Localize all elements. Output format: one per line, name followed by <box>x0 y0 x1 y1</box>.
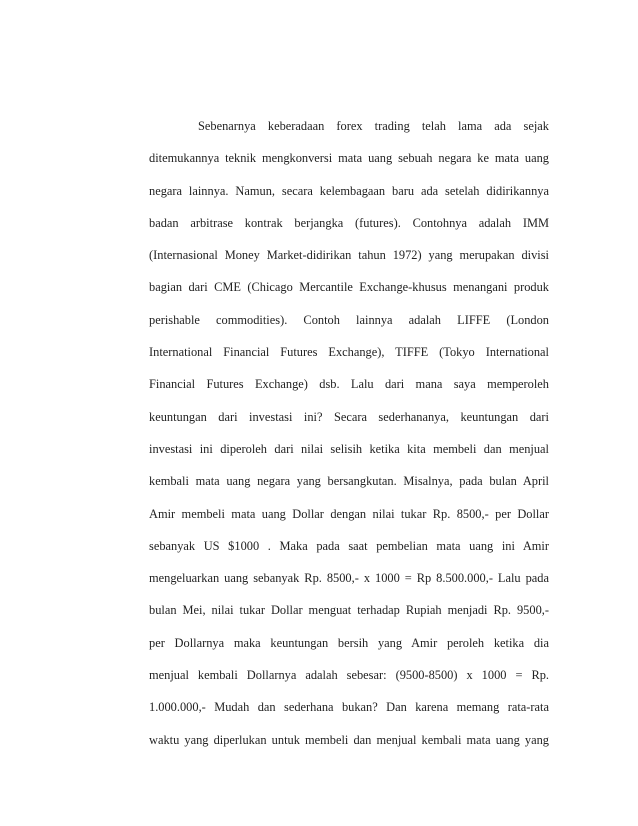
paragraph-line-14: sebanyak US $1000 . Maka pada saat pembelian mata uang ini Amir <box>149 538 549 553</box>
paragraph-line-20: waktu yang diperlukan untuk membeli dan menjual kembali mata uang yang <box>149 732 549 747</box>
paragraph-line-12: kembali mata uang negara yang bersangkutan. Misalnya, pada bulan April <box>149 474 549 489</box>
body-paragraph <box>149 115 549 761</box>
paragraph-line-19: 1.000.000,- Mudah dan sederhana bukan? Dan karena memang rata-rata <box>149 700 549 715</box>
paragraph-line-16: bulan Mei, nilai tukar Dollar menguat terhadap Rupiah menjadi Rp. 9500,- <box>149 603 549 618</box>
paragraph-line-1: Sebenarnya keberadaan forex trading telah lama ada sejak <box>198 119 549 133</box>
paragraph-line-7: perishable commodities). Contoh lainnya adalah LIFFE (London <box>149 312 549 327</box>
paragraph-line-17: per Dollarnya maka keuntungan bersih yang Amir peroleh ketika dia <box>149 635 549 650</box>
paragraph-line-3: negara lainnya. Namun, secara kelembagaan baru ada setelah didirikannya <box>149 183 549 198</box>
paragraph-line-13: Amir membeli mata uang Dollar dengan nilai tukar Rp. 8500,- per Dollar <box>149 506 549 521</box>
paragraph-line-6: bagian dari CME (Chicago Mercantile Exchange-khusus menangani produk <box>149 280 549 295</box>
paragraph-line-2: ditemukannya teknik mengkonversi mata uang sebuah negara ke mata uang <box>149 151 549 166</box>
paragraph-line-4: badan arbitrase kontrak berjangka (futures). Contohnya adalah IMM <box>149 215 549 230</box>
paragraph-line-15: mengeluarkan uang sebanyak Rp. 8500,- x 1000 = Rp 8.500.000,- Lalu pada <box>149 571 549 586</box>
paragraph-line-10: keuntungan dari investasi ini? Secara sederhananya, keuntungan dari <box>149 409 549 424</box>
paragraph-line-9: Financial Futures Exchange) dsb. Lalu dari mana saya memperoleh <box>149 377 549 392</box>
paragraph-line-8: International Financial Futures Exchange), TIFFE (Tokyo International <box>149 345 549 360</box>
paragraph-line-18: menjual kembali Dollarnya adalah sebesar: (9500-8500) x 1000 = Rp. <box>149 668 549 683</box>
paragraph-line-5: (Internasional Money Market-didirikan tahun 1972) yang merupakan divisi <box>149 248 549 263</box>
paragraph-line-11: investasi ini diperoleh dari nilai selisih ketika kita membeli dan menjual <box>149 441 549 456</box>
